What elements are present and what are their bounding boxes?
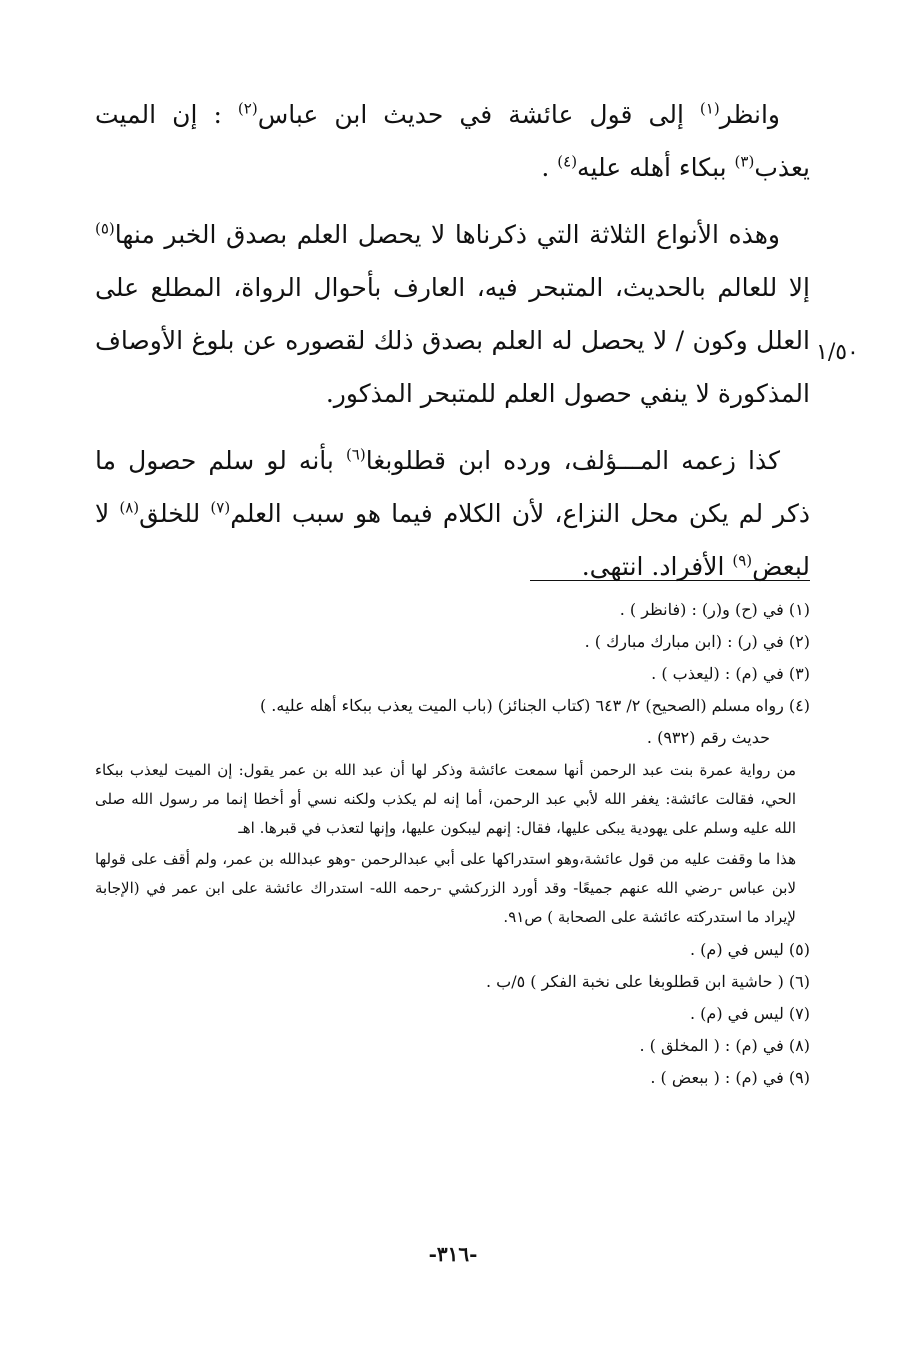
footnote-marker: (٢) — [237, 99, 258, 118]
footnote-marker: (٦) — [345, 445, 366, 464]
footnote-marker: (٩) — [732, 551, 753, 570]
footnote-3: (٣) في (م) : (ليعذب ) . — [651, 664, 810, 683]
paragraph — [95, 434, 810, 593]
main-text-body — [95, 88, 810, 607]
text-run: : إن الميت يعذب — [95, 100, 810, 182]
text-run: ببكاء أهله عليه — [577, 153, 735, 182]
text-run: إلى قول عائشة في حديث ابن عباس — [257, 100, 700, 129]
footnote-2: (٢) في (ر) : (ابن مبارك مبارك ) . — [584, 632, 810, 651]
footnote-4-hadith-quote: من رواية عمرة بنت عبد الرحمن أنها سمعت عائشة وذكر لها أن عبد الله بن عمر يقول: إن الميت ليعذب ببكاء الحي، فقالت عائشة: يغفر الله لأبي عبد الرحمن، أما إنه لم يكذب ولكنه نسي أو أخطا إنما مر رسول الله صلى الله عليه وسلم على يهودية يبكى عليها، فقال: إنهم ليبكون عليها، وإنها لتعذب في قبرها. اهـ — [95, 761, 796, 837]
footnote-8: (٨) في (م) : ( المخلق ) . — [639, 1036, 810, 1055]
footnote-5: (٥) ليس في (م) . — [690, 940, 810, 959]
text-run: وهذه الأنواع الثلاثة التي ذكرناها لا يحصل العلم بصدق الخبر منها — [114, 220, 780, 249]
text-run: . — [541, 153, 558, 182]
text-run: كذا زعمه المـــؤلف، ورده ابن قطلوبغا — [365, 446, 780, 475]
paragraph — [95, 88, 810, 194]
footnote-marker: (١) — [699, 99, 720, 118]
footnote-1: (١) في (ح) و(ر) : (فانظر ) . — [619, 600, 810, 619]
text-run: للخلق — [139, 499, 211, 528]
footnotes-section — [95, 594, 810, 1094]
footnote-9: (٩) في (م) : ( ببعض ) . — [650, 1068, 810, 1087]
paragraph — [95, 208, 810, 420]
footnote-6: (٦) ( حاشية ابن قطلوبغا على نخبة الفكر ) ٥/ب . — [485, 972, 810, 991]
footnote-marker: (٤) — [557, 152, 578, 171]
text-run: إلا للعالم بالحديث، المتبحر فيه، العارف بأحوال الرواة، المطلع على العلل وكون / لا يحصل له العلم بصدق ذلك لقصوره عن بلوغ الأوصاف المذكورة لا ينفي حصول العلم للمتبحر المذكور. — [95, 273, 810, 408]
footnote-marker: (٣) — [734, 152, 755, 171]
text-run: لا لبعض — [95, 499, 810, 581]
footnote-marker: (٧) — [210, 498, 231, 517]
text-run: الأفراد. انتهى. — [581, 552, 733, 581]
footnote-4: (٤) رواه مسلم (الصحيح) ٢/ ٦٤٣ (كتاب الجنائز) (باب الميت يعذب ببكاء أهله عليه. ) — [259, 696, 810, 715]
manuscript-folio-reference: ١/٥٠ — [816, 340, 859, 365]
footnote-marker: (٥) — [95, 219, 115, 238]
page-number: -٣١٦- — [428, 1242, 478, 1266]
footnote-4-continuation: حديث رقم (٩٣٢) . — [646, 728, 770, 747]
footnote-7: (٧) ليس في (م) . — [690, 1004, 810, 1023]
footnote-separator — [530, 580, 810, 581]
text-run: بأنه لو سلم حصول ما ذكر لم يكن محل النزاع، لأن الكلام فيما هو سبب العلم — [95, 446, 810, 528]
text-run: وانظر — [719, 100, 780, 129]
footnote-marker: (٨) — [119, 498, 140, 517]
footnote-4-commentary: هذا ما وقفت عليه من قول عائشة،وهو استدراكها على أبي عبدالرحمن -وهو عبدالله بن عمر، ولم أقف على قولها لابن عباس -رضي الله عنهم جميعًا- وقد أورد الزركشي -رحمه الله- استدراك عائشة على ابن عمر في (الإجابة لإيراد ما استدركته عائشة على الصحابة ) ص٩١. — [95, 850, 796, 926]
